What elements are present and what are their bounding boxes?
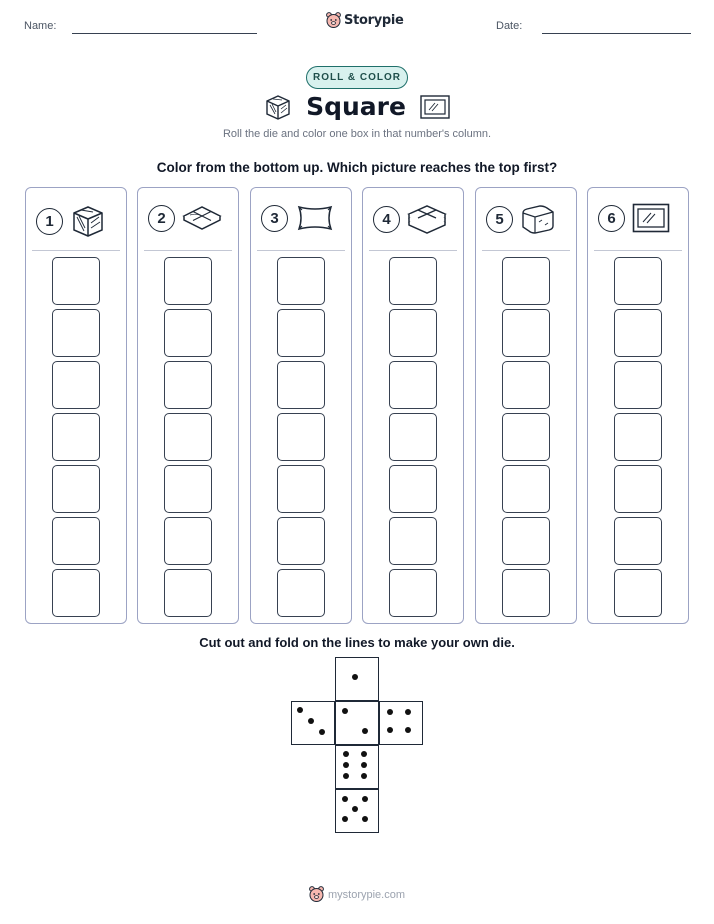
color-box[interactable]: [389, 517, 437, 565]
die-pip: [342, 708, 348, 714]
color-box[interactable]: [389, 309, 437, 357]
die-pip: [297, 707, 303, 713]
column-header: [36, 203, 106, 239]
cut-instruction: Cut out and fold on the lines to make your own die.: [199, 635, 515, 650]
color-box[interactable]: [52, 309, 100, 357]
column-4: [362, 187, 464, 624]
die-pip: [405, 709, 411, 715]
color-box[interactable]: [164, 569, 212, 617]
die-pip: [387, 727, 393, 733]
color-box[interactable]: [277, 361, 325, 409]
name-line: [72, 33, 257, 34]
square-cushion-icon: [182, 203, 222, 233]
name-label: Name:: [24, 20, 57, 32]
column-header: [373, 203, 447, 235]
die-pip: [352, 806, 358, 812]
footer-url: mystorypie.com: [327, 888, 406, 901]
color-box[interactable]: [614, 309, 662, 357]
date-line: [542, 33, 691, 34]
footer: [0, 886, 714, 903]
die-face-5: [335, 789, 379, 833]
column-divider: [144, 250, 232, 251]
color-box[interactable]: [164, 257, 212, 305]
color-box[interactable]: [52, 361, 100, 409]
die-pip: [343, 751, 349, 757]
die-face-4: [379, 701, 423, 745]
page-title: Square: [306, 92, 406, 121]
color-box[interactable]: [614, 569, 662, 617]
color-box[interactable]: [164, 517, 212, 565]
color-box[interactable]: [502, 309, 550, 357]
column-divider: [594, 250, 682, 251]
color-box[interactable]: [614, 517, 662, 565]
subtitle: Roll the die and color one box in that number's column.: [222, 128, 492, 140]
die-pip: [362, 728, 368, 734]
die-pip: [362, 816, 368, 822]
wooden-cube-icon: [70, 203, 106, 239]
column-number: 6: [598, 205, 625, 232]
column-header: [486, 203, 556, 235]
die-pip: [362, 796, 368, 802]
color-box[interactable]: [164, 361, 212, 409]
wooden-cube-icon: [264, 93, 292, 121]
column-header: [261, 203, 335, 233]
column-divider: [32, 250, 120, 251]
die-pip: [405, 727, 411, 733]
column-divider: [369, 250, 457, 251]
color-box[interactable]: [502, 569, 550, 617]
die-pip: [343, 762, 349, 768]
color-box[interactable]: [164, 413, 212, 461]
color-box[interactable]: [389, 257, 437, 305]
color-box[interactable]: [164, 309, 212, 357]
brand-name: Storypie: [344, 13, 404, 28]
color-box[interactable]: [389, 465, 437, 513]
die-pip: [343, 773, 349, 779]
color-box[interactable]: [277, 465, 325, 513]
die-pip: [387, 709, 393, 715]
column-divider: [482, 250, 570, 251]
square-pillow-icon: [295, 203, 335, 233]
column-number: 2: [148, 205, 175, 232]
color-box[interactable]: [502, 517, 550, 565]
square-cracker-stack-icon: [407, 203, 447, 235]
picture-frame-icon: [632, 203, 670, 233]
color-box[interactable]: [277, 257, 325, 305]
brand-logo: [326, 12, 404, 29]
color-box[interactable]: [277, 413, 325, 461]
column-number: 5: [486, 206, 513, 233]
color-box[interactable]: [52, 413, 100, 461]
color-box[interactable]: [52, 569, 100, 617]
color-box[interactable]: [502, 257, 550, 305]
die-pip: [352, 674, 358, 680]
column-header: [148, 203, 222, 233]
die-pip: [361, 751, 367, 757]
die-face-3: [291, 701, 335, 745]
instruction: Color from the bottom up. Which picture reaches the top first?: [156, 160, 558, 175]
color-box[interactable]: [389, 569, 437, 617]
column-number: 4: [373, 206, 400, 233]
picture-frame-icon: [420, 95, 450, 119]
color-box[interactable]: [502, 361, 550, 409]
column-header: [598, 203, 670, 233]
die-face-2: [335, 701, 379, 745]
color-box[interactable]: [52, 465, 100, 513]
column-3: [250, 187, 352, 624]
ice-cube-icon: [520, 203, 556, 235]
color-box[interactable]: [277, 569, 325, 617]
column-5: [475, 187, 577, 624]
column-1: [25, 187, 127, 624]
color-box[interactable]: [614, 413, 662, 461]
column-2: [137, 187, 239, 624]
color-box[interactable]: [277, 309, 325, 357]
date-label: Date:: [496, 20, 523, 32]
color-box[interactable]: [614, 257, 662, 305]
die-pip: [342, 816, 348, 822]
column-6: [587, 187, 689, 624]
activity-badge: ROLL & COLOR: [306, 66, 408, 89]
die-face-6: [335, 745, 379, 789]
color-box[interactable]: [502, 465, 550, 513]
color-box[interactable]: [277, 517, 325, 565]
storypie-mascot-icon: [326, 12, 341, 29]
column-divider: [257, 250, 345, 251]
column-number: 1: [36, 208, 63, 235]
color-box[interactable]: [164, 465, 212, 513]
die-pip: [308, 718, 314, 724]
die-face-1: [335, 657, 379, 701]
color-box[interactable]: [52, 257, 100, 305]
die-pip: [361, 773, 367, 779]
die-pip: [342, 796, 348, 802]
color-box[interactable]: [614, 361, 662, 409]
color-box[interactable]: [389, 413, 437, 461]
column-number: 3: [261, 205, 288, 232]
color-box[interactable]: [389, 361, 437, 409]
die-pip: [361, 762, 367, 768]
title-row: [0, 92, 714, 121]
color-box[interactable]: [52, 517, 100, 565]
color-box[interactable]: [614, 465, 662, 513]
storypie-mascot-icon: [309, 886, 324, 903]
die-pip: [319, 729, 325, 735]
color-box[interactable]: [502, 413, 550, 461]
